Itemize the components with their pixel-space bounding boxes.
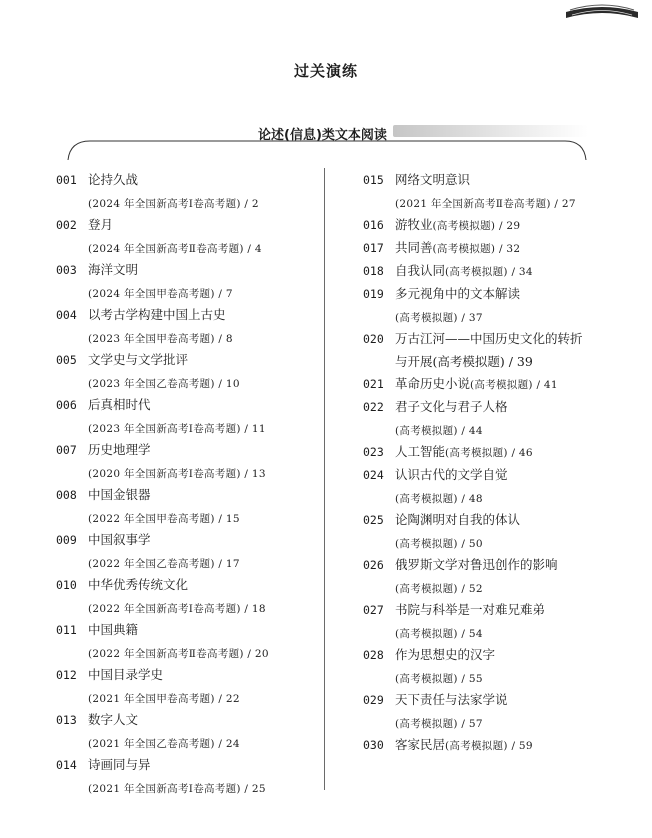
toc-entry-line	[363, 621, 625, 643]
toc-entry-number: 017	[363, 241, 384, 255]
toc-entry-line	[56, 393, 318, 416]
toc-entry[interactable]	[363, 282, 625, 327]
toc-entry-line	[363, 711, 625, 733]
toc-entry-number: 028	[363, 648, 384, 662]
toc-entry-number: 022	[363, 400, 384, 414]
toc-entry-source: (2024 年全国甲卷高考题) / 7	[88, 288, 233, 300]
toc-entry[interactable]	[56, 348, 318, 393]
toc-entry-line	[56, 596, 318, 618]
toc-entry-number: 027	[363, 603, 384, 617]
toc-entry-line	[363, 508, 625, 531]
toc-entry-line	[56, 461, 318, 483]
toc-entry-title: 自我认同	[395, 263, 446, 278]
toc-entry-text: (2021 年全国新高考Ⅱ卷高考题) / 27	[395, 198, 576, 210]
toc-entry-number: 001	[56, 173, 77, 187]
toc-entry-source: (高考模拟题) / 29	[432, 220, 521, 232]
toc-entry[interactable]	[363, 733, 625, 756]
toc-entry[interactable]	[363, 598, 625, 643]
toc-entry[interactable]	[363, 259, 625, 282]
toc-entry[interactable]	[56, 303, 318, 348]
toc-entry-title: 诗画同与异	[88, 757, 151, 772]
toc-entry-text: (高考模拟题) / 37	[395, 312, 483, 324]
toc-entry-title: 多元视角中的文本解读	[395, 286, 521, 301]
toc-entry-source: (2023 年全国新高考Ⅰ卷高考题) / 11	[88, 423, 266, 435]
toc-entry-line	[363, 576, 625, 598]
toc-entry-title: 客家民居	[395, 737, 446, 752]
toc-entry-number: 011	[56, 623, 77, 637]
toc-entry-number: 030	[363, 738, 384, 752]
toc-entry[interactable]	[56, 438, 318, 483]
toc-entry[interactable]	[56, 663, 318, 708]
toc-entry-number: 007	[56, 443, 77, 457]
toc-entry-line	[56, 708, 318, 731]
toc-entry-source: (2022 年全国新高考Ⅰ卷高考题) / 18	[88, 603, 266, 615]
toc-entry[interactable]	[363, 688, 625, 733]
toc-entry-number: 009	[56, 533, 77, 547]
toc-entry-line	[56, 551, 318, 573]
toc-entry-source: (2022 年全国新高考Ⅱ卷高考题) / 20	[88, 648, 269, 660]
toc-entry-line	[56, 618, 318, 641]
toc-entry[interactable]	[363, 327, 625, 372]
toc-entry-source: (2022 年全国乙卷高考题) / 17	[88, 558, 240, 570]
toc-entry-source: (2022 年全国甲卷高考题) / 15	[88, 513, 240, 525]
toc-entry-title: 登月	[88, 217, 114, 232]
toc-entry[interactable]	[363, 440, 625, 463]
toc-entry-title: 论陶渊明对自我的体认	[395, 512, 521, 527]
toc-entry-number: 004	[56, 308, 77, 322]
toc-entry-text: (高考模拟题) / 44	[395, 425, 483, 437]
toc-entry-line	[363, 350, 625, 372]
toc-entry-line	[363, 305, 625, 327]
toc-entry[interactable]	[56, 213, 318, 258]
toc-entry-number: 002	[56, 218, 77, 232]
toc-entry[interactable]	[56, 258, 318, 303]
toc-entry-number: 016	[363, 218, 384, 232]
toc-entry-number: 003	[56, 263, 77, 277]
toc-entry-title: 俄罗斯文学对鲁迅创作的影响	[395, 557, 558, 572]
toc-entry-line	[363, 395, 625, 418]
toc-entry-line	[56, 731, 318, 753]
toc-entry-line	[56, 371, 318, 393]
toc-entry-text: (高考模拟题) / 48	[395, 493, 483, 505]
toc-entry-number: 015	[363, 173, 384, 187]
toc-entry-line	[363, 463, 625, 486]
toc-entry-line	[363, 733, 625, 756]
toc-entry-text: (高考模拟题) / 54	[395, 628, 483, 640]
toc-entry-source: (高考模拟题) / 34	[445, 266, 533, 278]
toc-entry-line	[363, 440, 625, 463]
toc-left-column	[56, 168, 318, 798]
toc-entry[interactable]	[363, 463, 625, 508]
toc-entry-title: 后真相时代	[88, 397, 151, 412]
toc-entry-source: (2021 年全国乙卷高考题) / 24	[88, 738, 240, 750]
toc-entry-source: (2024 年全国新高考Ⅱ卷高考题) / 4	[88, 243, 262, 255]
toc-entry-number: 024	[363, 468, 384, 482]
toc-entry-line	[363, 598, 625, 621]
toc-entry-number: 020	[363, 332, 384, 346]
toc-entry-title: 共同善	[395, 240, 433, 255]
toc-entry-title: 中国典籍	[88, 622, 139, 637]
toc-entry-line	[56, 191, 318, 213]
toc-entry-line	[363, 259, 625, 282]
toc-entry-line	[363, 372, 625, 395]
toc-entry-line	[56, 641, 318, 663]
toc-entry-line	[363, 418, 625, 440]
column-divider	[324, 168, 325, 790]
toc-entry-line	[56, 776, 318, 798]
toc-entry-title: 中国金银器	[88, 487, 151, 502]
toc-entry-number: 010	[56, 578, 77, 592]
toc-right-column	[363, 168, 625, 756]
toc-entry-line	[363, 486, 625, 508]
toc-entry-source: (高考模拟题) / 46	[445, 447, 533, 459]
toc-entry-number: 012	[56, 668, 77, 682]
toc-entry-line	[56, 168, 318, 191]
toc-entry-line	[363, 236, 625, 259]
toc-entry[interactable]	[363, 508, 625, 553]
toc-entry-line	[56, 438, 318, 461]
toc-entry-line	[363, 213, 625, 236]
toc-entry-line	[56, 573, 318, 596]
toc-entry-text: 与开展(高考模拟题) / 39	[395, 354, 533, 369]
toc-entry-line	[56, 483, 318, 506]
toc-entry-text: (高考模拟题) / 52	[395, 583, 483, 595]
toc-entry[interactable]	[363, 553, 625, 598]
toc-entry-line	[56, 686, 318, 708]
toc-entry-line	[56, 236, 318, 258]
toc-entry-line	[363, 643, 625, 666]
toc-entry[interactable]	[363, 213, 625, 236]
toc-entry-title: 万古江河——中国历史文化的转折	[395, 331, 583, 346]
toc-entry-title: 认识古代的文学自觉	[395, 467, 508, 482]
toc-entry-title: 作为思想史的汉字	[395, 647, 496, 662]
toc-entry-text: (高考模拟题) / 50	[395, 538, 483, 550]
toc-entry-source: (2020 年全国新高考Ⅰ卷高考题) / 13	[88, 468, 266, 480]
toc-entry-line	[56, 416, 318, 438]
toc-entry-number: 006	[56, 398, 77, 412]
toc-entry[interactable]	[363, 372, 625, 395]
section-frame-line	[0, 132, 652, 162]
toc-entry-source: (高考模拟题) / 32	[432, 243, 521, 255]
toc-entry-title: 革命历史小说	[395, 376, 471, 391]
toc-entry-number: 014	[56, 758, 77, 772]
toc-entry-line	[363, 553, 625, 576]
toc-entry-source: (2023 年全国甲卷高考题) / 8	[88, 333, 233, 345]
toc-entry-number: 018	[363, 264, 384, 278]
toc-entry-text: (高考模拟题) / 57	[395, 718, 483, 730]
toc-entry-number: 026	[363, 558, 384, 572]
toc-entry-title: 中华优秀传统文化	[88, 577, 189, 592]
toc-entry[interactable]	[56, 483, 318, 528]
toc-entry-title: 文学史与文学批评	[88, 352, 189, 367]
toc-entry[interactable]	[363, 643, 625, 688]
toc-entry-line	[363, 168, 625, 191]
toc-entry[interactable]	[56, 528, 318, 573]
toc-entry-number: 023	[363, 445, 384, 459]
toc-entry[interactable]	[56, 573, 318, 618]
toc-entry[interactable]	[56, 708, 318, 753]
toc-entry[interactable]	[56, 168, 318, 213]
page-title: 过关演练	[293, 62, 358, 80]
toc-entry-line	[56, 281, 318, 303]
toc-entry-line	[363, 327, 625, 350]
section-title: 论述(信息)类文本阅读	[258, 128, 387, 143]
toc-entry[interactable]	[363, 168, 625, 213]
toc-entry-title: 网络文明意识	[395, 172, 471, 187]
toc-entry[interactable]	[56, 393, 318, 438]
toc-entry-number: 029	[363, 693, 384, 707]
toc-entry-number: 021	[363, 377, 384, 391]
toc-entry-title: 游牧业	[395, 217, 433, 232]
toc-entry-title: 中国叙事学	[88, 532, 151, 547]
toc-entry-source: (2021 年全国甲卷高考题) / 22	[88, 693, 240, 705]
toc-entry-line	[56, 213, 318, 236]
toc-entry-line	[363, 688, 625, 711]
toc-entry-line	[363, 282, 625, 305]
toc-entry-line	[56, 348, 318, 371]
toc-entry-line	[363, 666, 625, 688]
toc-entry[interactable]	[56, 753, 318, 798]
toc-entry-line	[56, 326, 318, 348]
toc-entry-title: 海洋文明	[88, 262, 139, 277]
toc-entry[interactable]	[56, 618, 318, 663]
toc-entry-title: 人工智能	[395, 444, 446, 459]
toc-entry-line	[56, 753, 318, 776]
toc-entry-line	[363, 191, 625, 213]
toc-entry-line	[56, 303, 318, 326]
toc-entry-title: 天下责任与法家学说	[395, 692, 508, 707]
toc-entry-line	[56, 528, 318, 551]
toc-entry-title: 君子文化与君子人格	[395, 399, 508, 414]
toc-entry-number: 005	[56, 353, 77, 367]
toc-entry-number: 025	[363, 513, 384, 527]
toc-entry-source: (2023 年全国乙卷高考题) / 10	[88, 378, 240, 390]
toc-entry-title: 历史地理学	[88, 442, 151, 457]
toc-entry-title: 论持久战	[88, 172, 139, 187]
toc-entry-number: 013	[56, 713, 77, 727]
toc-entry-number: 008	[56, 488, 77, 502]
book-icon	[562, 0, 642, 22]
toc-entry-text: (高考模拟题) / 55	[395, 673, 483, 685]
toc-entry-source: (2024 年全国新高考Ⅰ卷高考题) / 2	[88, 198, 259, 210]
toc-entry-source: (高考模拟题) / 41	[470, 379, 558, 391]
toc-entry-line	[56, 258, 318, 281]
toc-entry-title: 以考古学构建中国上古史	[88, 307, 226, 322]
toc-entry-title: 数字人文	[88, 712, 139, 727]
toc-entry-title: 中国目录学史	[88, 667, 164, 682]
toc-entry[interactable]	[363, 236, 625, 259]
toc-entry-line	[56, 506, 318, 528]
toc-entry-source: (2021 年全国新高考Ⅰ卷高考题) / 25	[88, 783, 266, 795]
toc-entry-line	[56, 663, 318, 686]
toc-entry-title: 书院与科举是一对难兄难弟	[395, 602, 546, 617]
toc-entry-line	[363, 531, 625, 553]
toc-entry[interactable]	[363, 395, 625, 440]
toc-entry-source: (高考模拟题) / 59	[445, 740, 533, 752]
toc-entry-number: 019	[363, 287, 384, 301]
